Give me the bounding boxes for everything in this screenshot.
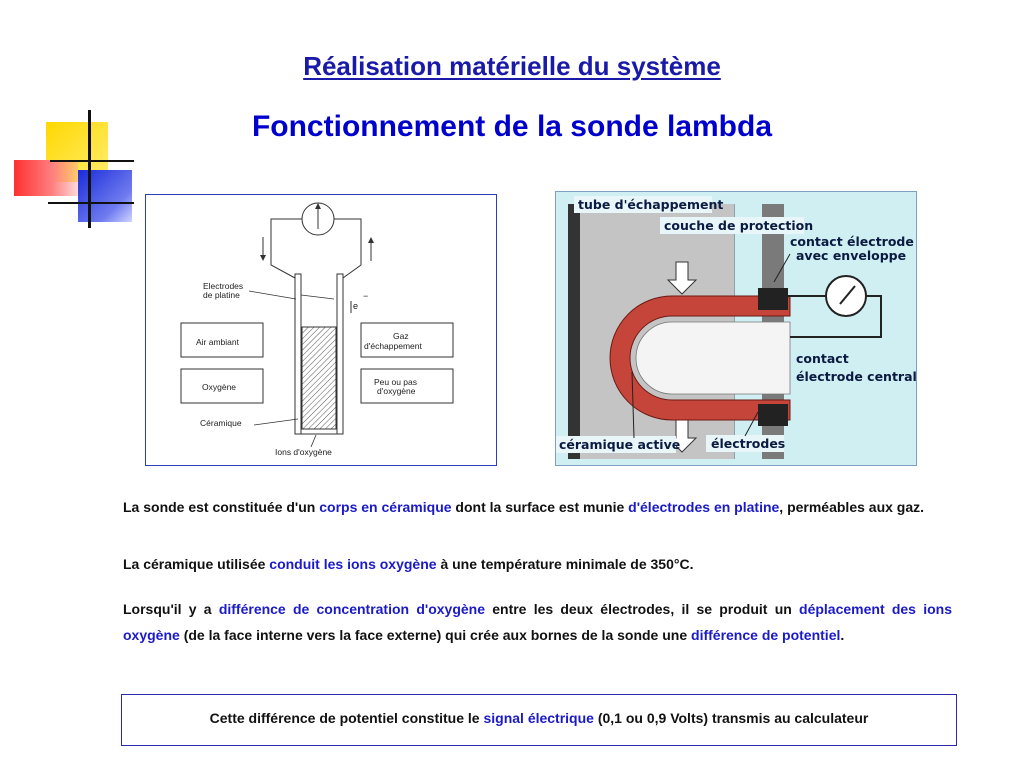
- paragraph2-text2: à une température minimale de 350°C.: [436, 556, 694, 572]
- svg-text:tube d'échappement: tube d'échappement: [578, 197, 724, 212]
- svg-text:contact électrode: contact électrode: [790, 234, 914, 249]
- cutaway-drawing: [556, 192, 916, 465]
- ceramic-block: [302, 327, 336, 429]
- logo-horizontal-line-top: [50, 160, 134, 162]
- svg-text:électrodes: électrodes: [711, 436, 786, 451]
- paragraph3-text1: Lorsqu'il y a: [123, 601, 219, 617]
- svg-text:−: −: [363, 291, 369, 301]
- footer-text1: Cette différence de potentiel constitue le: [209, 710, 484, 726]
- svg-text:Céramique: Céramique: [200, 418, 242, 428]
- paragraph-mechanism: [123, 596, 952, 648]
- svg-text:d'oxygène: d'oxygène: [377, 386, 416, 396]
- schematic-drawing: [146, 195, 496, 465]
- paragraph2-highlight1: conduit les ions oxygène: [269, 556, 437, 572]
- paragraph3-highlight2: déplacement des ions oxygène: [123, 601, 952, 643]
- paragraph3-text3: (de la face interne vers la face externe) qui crée aux bornes de la sonde une: [179, 627, 692, 643]
- signal-summary-box: [121, 694, 957, 746]
- svg-text:Ions d'oxygène: Ions d'oxygène: [275, 447, 332, 457]
- cutaway-figure: [555, 191, 917, 466]
- svg-text:d'échappement: d'échappement: [364, 341, 422, 351]
- logo-horizontal-line-bottom: [48, 202, 134, 204]
- logo-red-square: [14, 160, 78, 196]
- paragraph3-text2: entre les deux électrodes, il se produit un: [485, 601, 800, 617]
- paragraph-composition: [123, 494, 952, 520]
- svg-text:Gaz: Gaz: [393, 331, 409, 341]
- svg-text:avec enveloppe: avec enveloppe: [796, 248, 907, 263]
- paragraph3-highlight1: différence de concentration d'oxygène: [218, 601, 485, 617]
- footer-highlight: signal électrique: [483, 710, 594, 726]
- svg-text:contact: contact: [796, 351, 849, 366]
- svg-text:Air ambiant: Air ambiant: [196, 337, 239, 347]
- svg-text:couche de protection: couche de protection: [664, 218, 814, 233]
- logo-blue-square: [78, 170, 132, 222]
- paragraph1-text1: La sonde est constituée d'un: [123, 499, 320, 515]
- footer-text2: (0,1 ou 0,9 Volts) transmis au calculateur: [593, 710, 869, 726]
- svg-text:de platine: de platine: [203, 290, 240, 300]
- svg-text:e: e: [353, 301, 359, 311]
- paragraph1-text3: , perméables aux gaz.: [779, 499, 925, 515]
- paragraph1-highlight1: corps en céramique: [319, 499, 452, 515]
- paragraph3-text4: .: [840, 627, 845, 643]
- paragraph-conduction: [123, 551, 952, 577]
- svg-text:céramique active: céramique active: [559, 437, 681, 452]
- paragraph3-highlight3: différence de potentiel: [691, 627, 841, 643]
- svg-text:Peu ou pas: Peu ou pas: [374, 377, 418, 387]
- svg-text:électrode centrale: électrode centrale: [796, 369, 916, 384]
- paragraph1-text2: dont la surface est munie: [451, 499, 629, 515]
- paragraph1-highlight2: d'électrodes en platine: [628, 499, 780, 515]
- svg-text:Oxygène: Oxygène: [202, 382, 237, 392]
- page-title: Réalisation matérielle du système: [303, 51, 721, 81]
- paragraph2-text1: La céramique utilisée: [123, 556, 270, 572]
- svg-text:Electrodes: Electrodes: [203, 281, 244, 291]
- page-subtitle: Fonctionnement de la sonde lambda: [251, 110, 773, 143]
- schematic-figure: [145, 194, 497, 466]
